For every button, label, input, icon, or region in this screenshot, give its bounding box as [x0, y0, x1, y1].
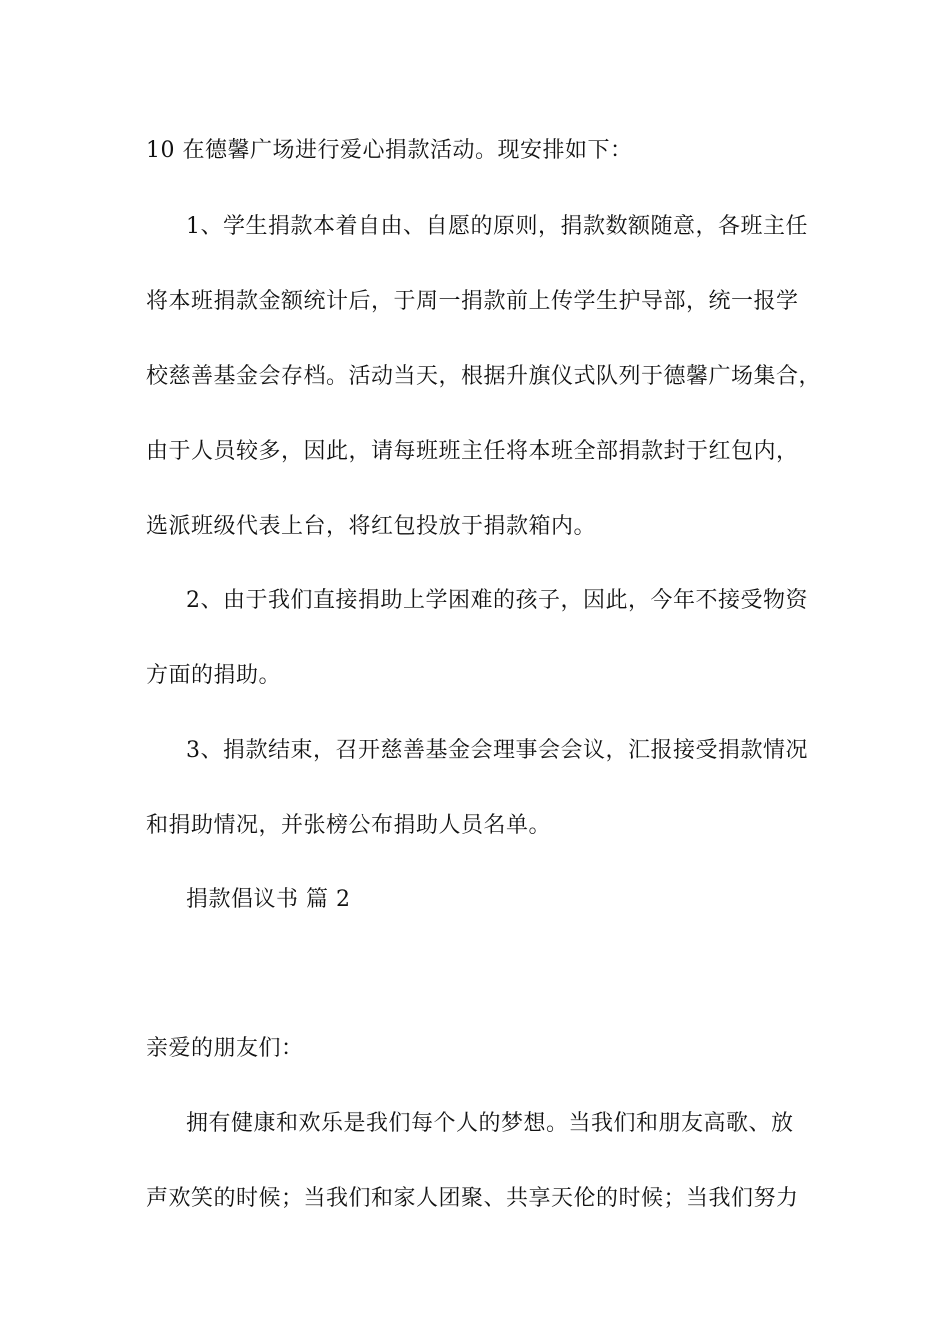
section-heading: 捐款倡议书 篇 2 [186, 887, 351, 912]
paragraph-line: 拥有健康和欢乐是我们每个人的梦想。当我们和朋友高歌、放 [186, 1111, 794, 1136]
paragraph-line: 由于人员较多，因此，请每班班主任将本班全部捐款封于红包内， [146, 439, 799, 464]
paragraph-line: 将本班捐款金额统计后，于周一捐款前上传学生护导部，统一报学 [146, 289, 799, 314]
paragraph-line: 选派班级代表上台，将红包投放于捐款箱内。 [146, 514, 597, 539]
paragraph-line: 2、由于我们直接捐助上学困难的孩子，因此，今年不接受物资 [186, 588, 808, 613]
paragraph-line: 和捐助情况，并张榜公布捐助人员名单。 [146, 813, 552, 838]
paragraph-line: 声欢笑的时候；当我们和家人团聚、共享天伦的时候；当我们努力 [146, 1186, 799, 1211]
salutation: 亲爱的朋友们： [146, 1036, 304, 1061]
paragraph-line: 方面的捐助。 [146, 663, 282, 688]
paragraph-line: 校慈善基金会存档。活动当天，根据升旗仪式队列于德馨广场集合， [146, 364, 822, 389]
paragraph-line: 3、捐款结束，召开慈善基金会理事会会议，汇报接受捐款情况 [186, 738, 808, 763]
paragraph-line: 1、学生捐款本着自由、自愿的原则，捐款数额随意，各班主任 [186, 214, 808, 239]
paragraph-line: 10 在德馨广场进行爱心捐款活动。现安排如下： [146, 138, 633, 163]
